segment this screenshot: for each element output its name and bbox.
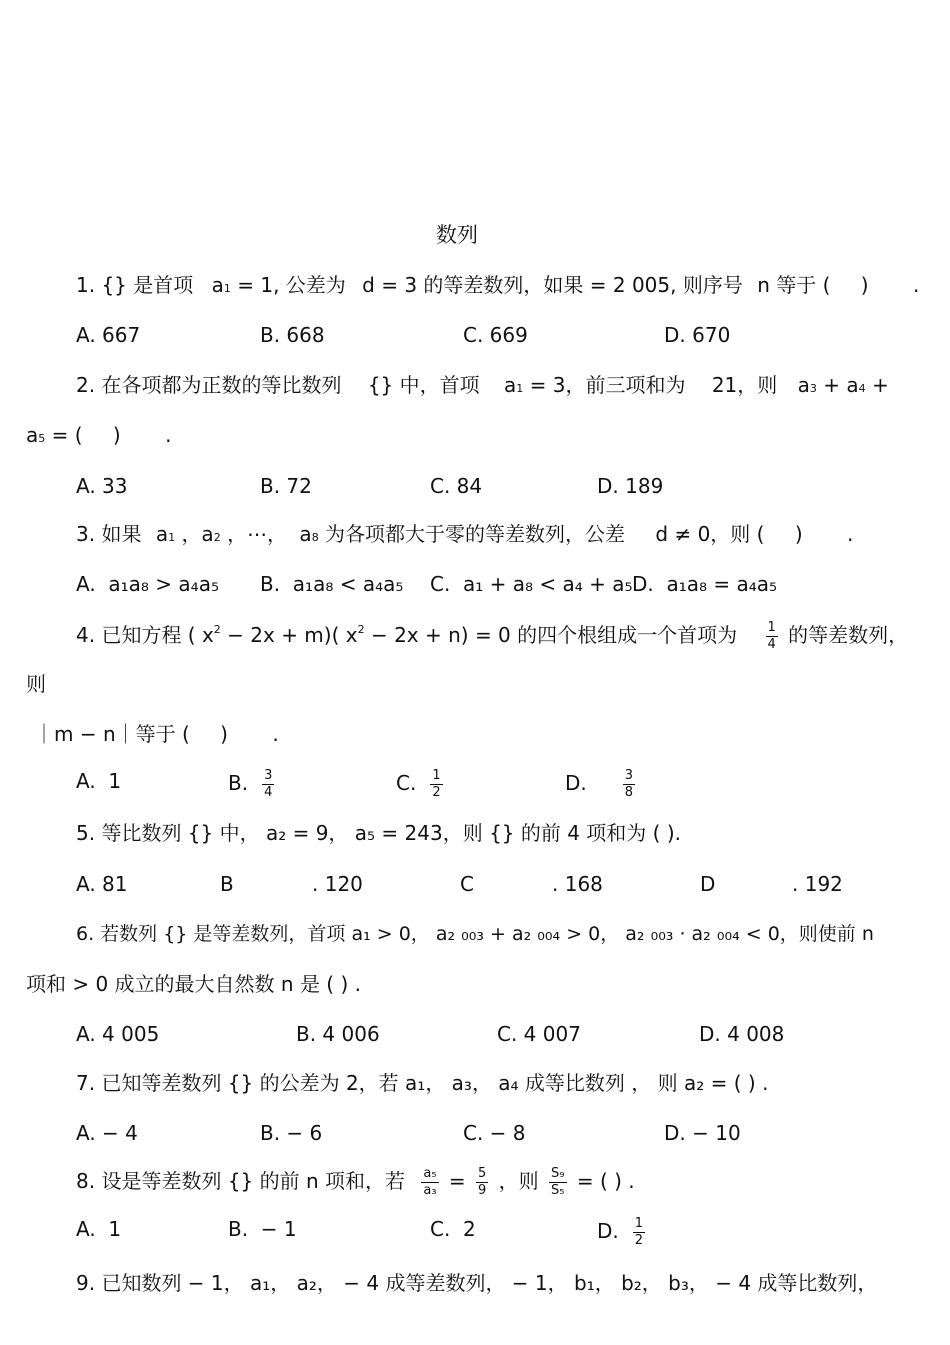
q4-option-d: D. $\frac{3}{8}$ [565,768,634,800]
q1-text-a: 1. {} 是首项 [76,273,194,297]
q1-option-b: B. 668 [260,323,325,347]
q6-option-a: A. 4 005 [76,1022,160,1046]
q6-option-b: B. 4 006 [296,1022,380,1046]
question-4-line-2: 则 [26,672,46,696]
q3-option-c: C. a₁ + a₈ < a₄ + a₅ [430,572,633,596]
q2-option-c: C. 84 [430,474,483,498]
q4-fraction: $\frac{1}{4}$ [767,620,776,652]
q1-text-c: d = 3 的等差数列，如果 = 2 005, 则序号 [362,273,743,297]
question-2-line-2: a5 = ( ) . [26,423,172,447]
q1-option-a: A. 667 [76,323,141,347]
q8-fraction-s9-s5: $\frac{\text{S₉}}{\text{S₅}}$ [551,1166,565,1198]
q5-option-a: A. 81 [76,872,128,896]
question-4-line-3: ｜m − n｜等于 ( ) . [34,722,279,746]
q8-option-d: D. $\frac{1}{2}$ [597,1216,644,1248]
q3-option-d: D. a₁a₈ = a₄a₅ [632,572,778,596]
q8-fraction-5-9: $\frac{5}{9}$ [478,1166,487,1198]
q8-option-b: B. − 1 [228,1217,297,1241]
question-6-line-2: 项和 > 0 成立的最大自然数 n 是 ( ) . [26,972,361,996]
q4-option-a: A. 1 [76,769,122,793]
q1-option-c: C. 669 [463,323,528,347]
q1-option-d: D. 670 [664,323,731,347]
q2-option-a: A. 33 [76,474,128,498]
q6-option-d: D. 4 008 [699,1022,785,1046]
q1-text-b: = 1, 公差为 [237,273,346,297]
q4-option-c: C. $\frac{1}{2}$ [396,768,441,800]
question-6-line-1: 6. 若数列 {} 是等差数列，首项 a₁ > 0， a₂ ₀₀₃ + a₂ ₀₀₄ > 0， a₂ ₀₀₃ · a₂ ₀₀₄ < 0，则使前 n [76,923,874,945]
q6-option-c: C. 4 007 [497,1022,581,1046]
question-3: 3. 如果 a1 ，a2 ，⋯， a8 为各项都大于零的等差数列，公差 d ≠ 0，则 ( ) . [76,522,854,546]
q2-option-d: D. 189 [597,474,664,498]
question-1 [76,272,919,302]
q4-option-b: B. $\frac{3}{4}$ [228,768,273,800]
q5-option-c-label: C [460,872,474,896]
question-2-line-1: 2. 在各项都为正数的等比数列 {} 中，首项 a1 = 3，前三项和为 21，则 a3 + a4 + [76,373,889,397]
question-8: 8. 设是等差数列 {} 的前 n 项和，若 $\frac{\text{a₅}}{\text{a₃}}$ = $\frac{5}{9}$ ，则 $\frac{\text{S₉}}{\text{S₅}}$ = ( ) . [76,1166,635,1198]
question-9: 9. 已知数列 − 1， a₁， a₂， − 4 成等差数列， − 1， b₁， b₂， b₃， − 4 成等比数列， [76,1271,878,1295]
q5-option-b-value: . 120 [312,872,363,896]
q3-option-a: A. a₁a₈ > a₄a₅ [76,572,219,596]
question-5: 5. 等比数列 {} 中， a₂ = 9， a₅ = 243，则 {} 的前 4 项和为 ( ). [76,821,681,845]
question-4-line-1: 4. 已知方程 ( $x^2 - 2x + m$)( $x^2 - 2x + n) = 0$ 的四个根组成一个首项为 $\frac{1}{4}$ 的等差数列， [76,620,909,652]
q7-option-c: C. − 8 [463,1121,526,1145]
q1-a1: a1 [211,273,231,297]
q1-text-e: ) [860,273,869,297]
question-7: 7. 已知等差数列 {} 的公差为 2，若 a₁， a₃， a₄ 成等比数列 ， 则 a₂ = ( ) . [76,1071,769,1095]
q2-option-b: B. 72 [260,474,312,498]
q5-option-b-label: B [220,872,234,896]
q5-option-d-value: . 192 [792,872,843,896]
q7-option-d: D. − 10 [664,1121,741,1145]
q8-fraction-a5-a3: $\frac{\text{a₅}}{\text{a₃}}$ [423,1166,437,1198]
q1-dot: . [912,273,920,297]
q7-option-b: B. − 6 [260,1121,323,1145]
q7-option-a: A. − 4 [76,1121,138,1145]
q8-option-c: C. 2 [430,1217,476,1241]
q1-text-d: n 等于 ( [757,273,831,297]
q8-option-a: A. 1 [76,1217,122,1241]
q3-option-b: B. a₁a₈ < a₄a₅ [260,572,404,596]
page-title: 数列 [436,223,478,247]
q5-option-d-label: D [700,872,716,896]
q5-option-c-value: . 168 [552,872,603,896]
